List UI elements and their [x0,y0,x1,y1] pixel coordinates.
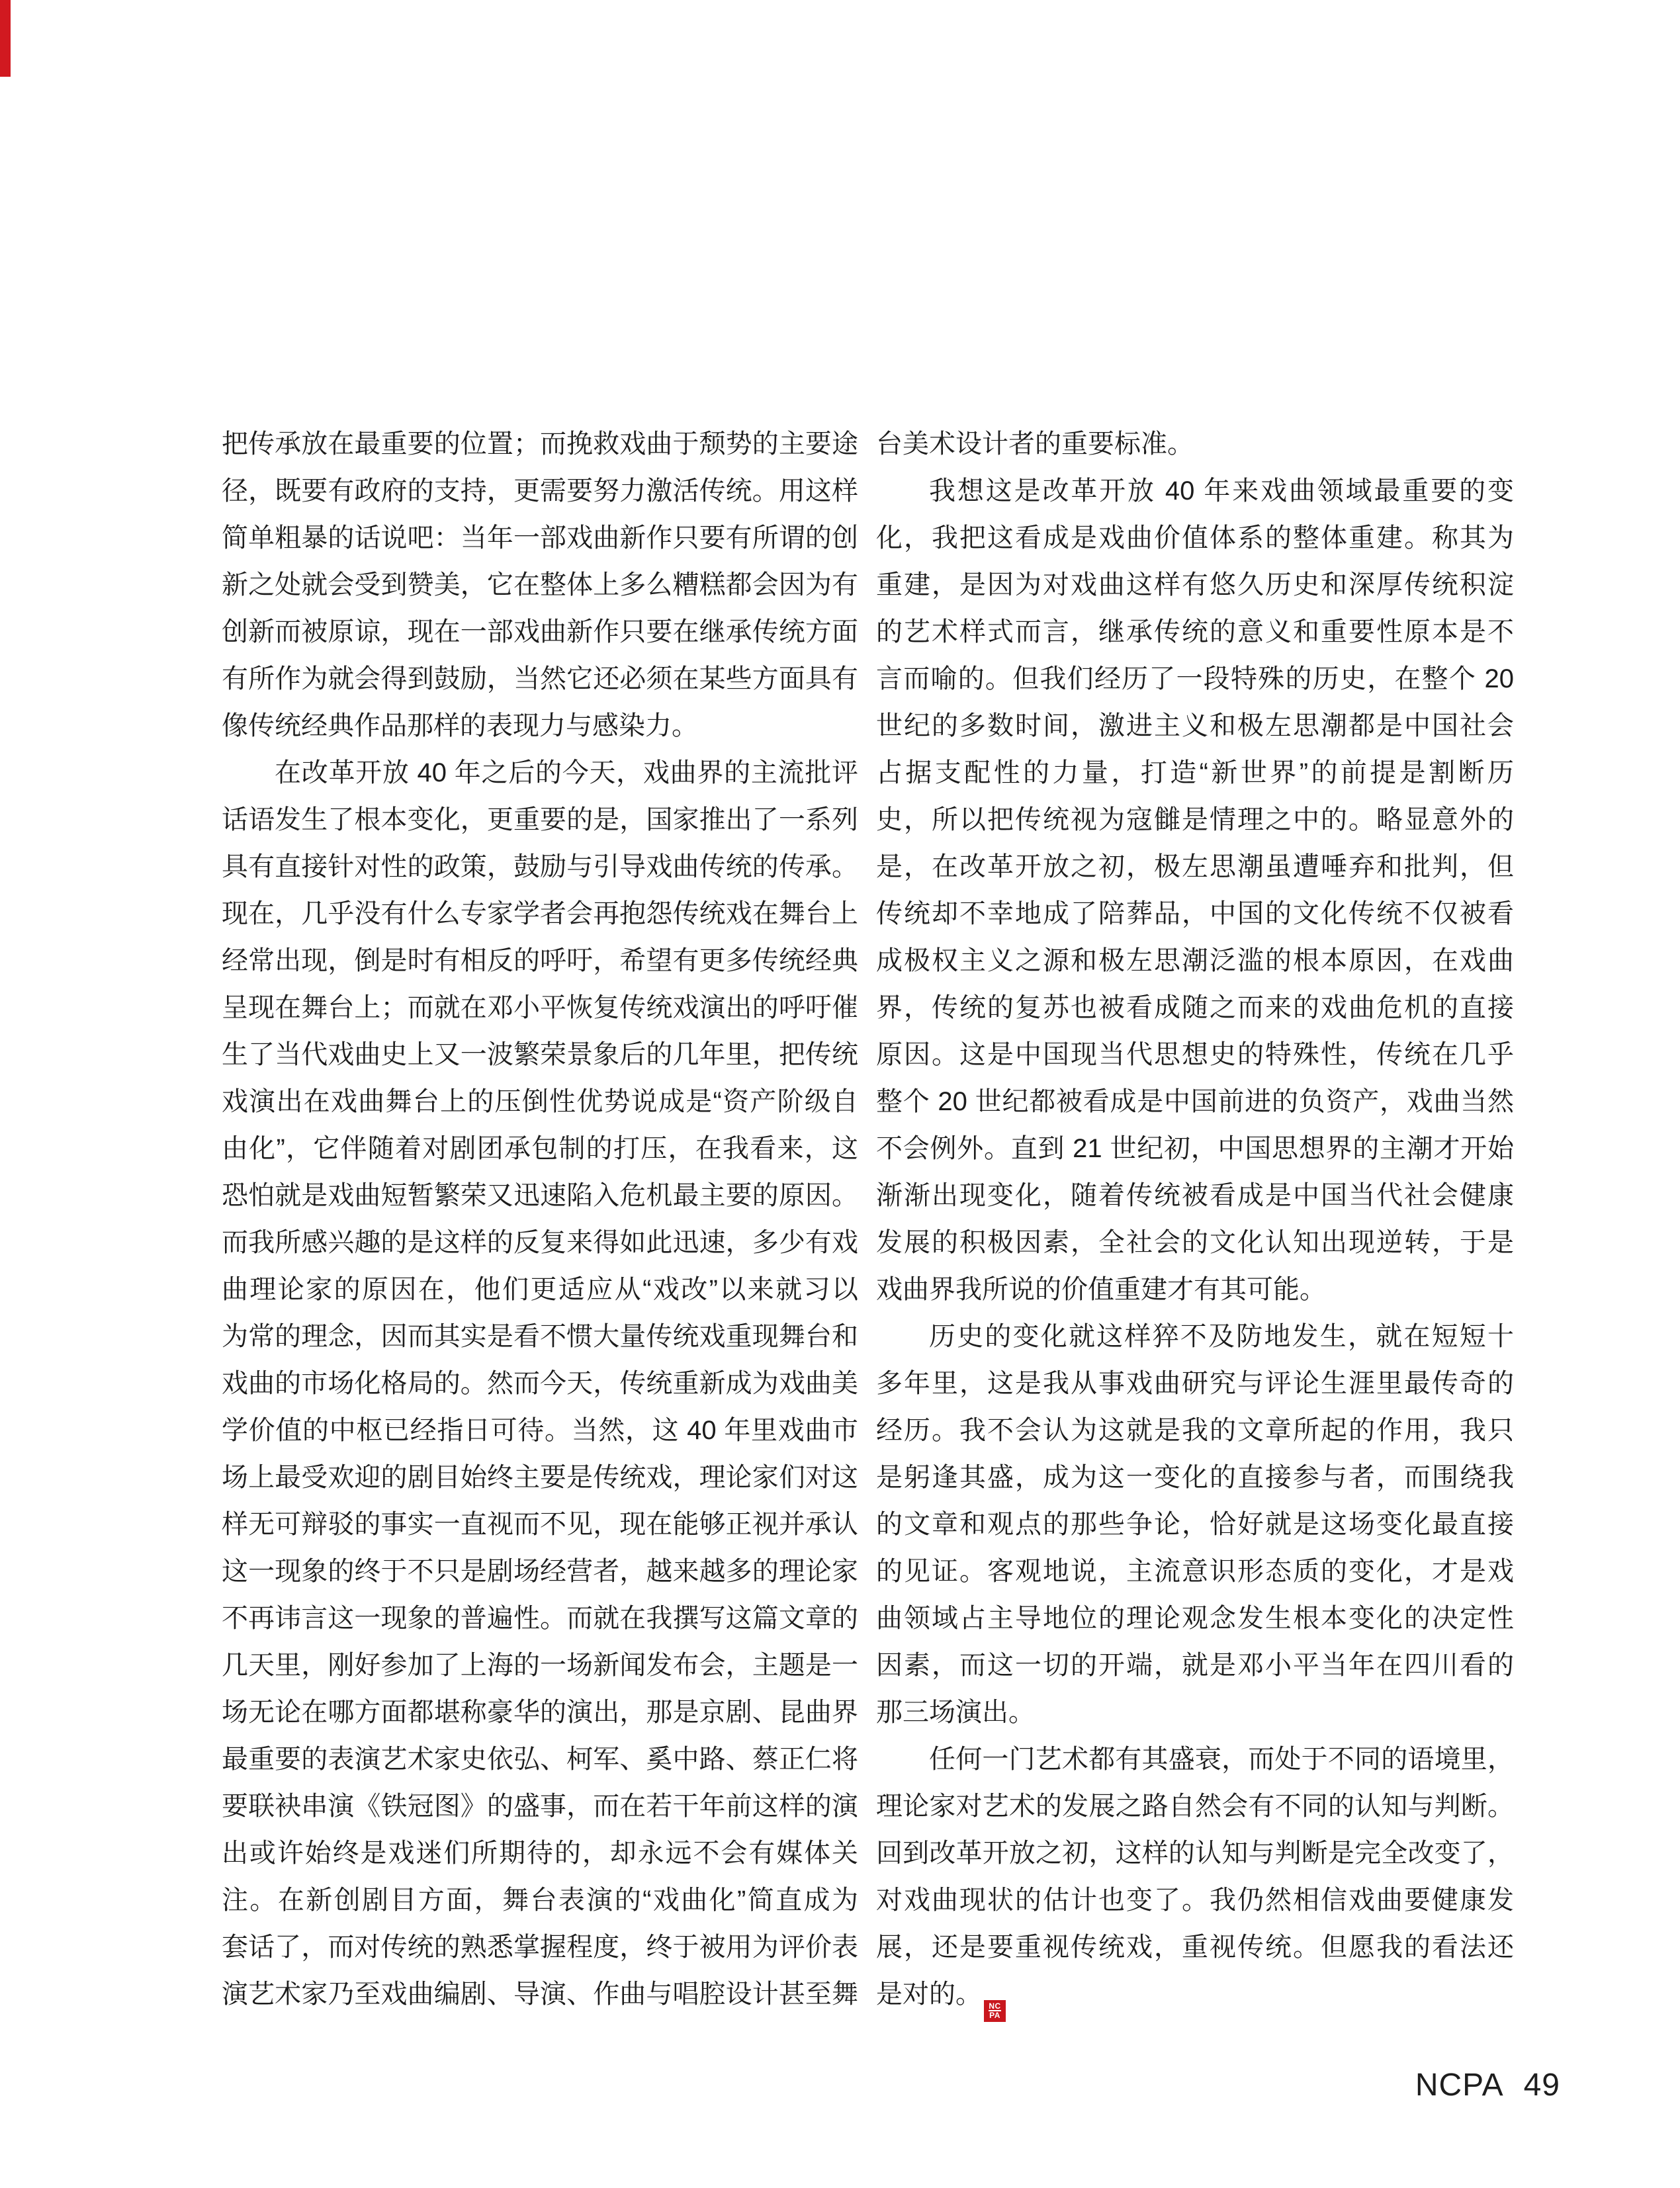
text-line: 创新而被原谅，现在一部戏曲新作只要在继承传统方面 [222,617,858,646]
text-line: 多年里，这是我从事戏曲研究与评论生涯里最传奇的 [876,1369,1514,1398]
text-line: 简单粗暴的话说吧：当年一部戏曲新作只要有所谓的创 [222,523,858,552]
text-line: 言而喻的。但我们经历了一段特殊的历史，在整个 20 [876,664,1514,693]
text-line: 戏曲的市场化格局的。然而今天，传统重新成为戏曲美 [222,1369,858,1398]
text-line: 渐渐出现变化，随着传统被看成是中国当代社会健康 [876,1181,1514,1210]
text-line: 我想这是改革开放 40 年来戏曲领域最重要的变 [929,476,1514,505]
text-line: 曲领域占主导地位的理论观念发生根本变化的决定性 [876,1604,1514,1633]
text-line: 原因。这是中国现当代思想史的特殊性，传统在几乎 [876,1040,1514,1069]
text-line: 理论家对艺术的发展之路自然会有不同的认知与判断。 [876,1792,1514,1821]
text-line: 化，我把这看成是戏曲价值体系的整体重建。称其为 [876,523,1514,552]
text-line: 不会例外。直到 21 世纪初，中国思想界的主潮才开始 [876,1134,1514,1163]
text-line: 有所作为就会得到鼓励，当然它还必须在某些方面具有 [222,664,858,693]
footer-page-number: 49 [1523,2068,1560,2103]
text-line: 曲理论家的原因在，他们更适应从“戏改”以来就习以 [222,1275,858,1304]
text-line: 现在，几乎没有什么专家学者会再抱怨传统戏在舞台上 [222,899,858,928]
footer-journal-label: NCPA [1415,2068,1504,2103]
text-line: 场上最受欢迎的剧目始终主要是传统戏，理论家们对这 [222,1463,858,1492]
text-line: 世纪的多数时间，激进主义和极左思潮都是中国社会 [876,711,1514,740]
text-line: 最重要的表演艺术家史依弘、柯军、奚中路、蔡正仁将 [222,1745,858,1774]
text-line: 界，传统的复苏也被看成随之而来的戏曲危机的直接 [876,993,1514,1022]
text-line: 成极权主义之源和极左思潮泛滥的根本原因，在戏曲 [876,946,1514,975]
text-line: 注。在新创剧目方面，舞台表演的“戏曲化”简直成为 [222,1886,858,1915]
text-line: 的艺术样式而言，继承传统的意义和重要性原本是不 [876,617,1514,646]
text-line: 历史的变化就这样猝不及防地发生，就在短短十 [929,1322,1514,1351]
seal-line-2: PA [989,2011,1000,2020]
text-line: 重建，是因为对戏曲这样有悠久历史和深厚传统积淀 [876,570,1514,599]
text-line: 经常出现，倒是时有相反的呼吁，希望有更多传统经典 [222,946,858,975]
text-line: 演艺术家乃至戏曲编剧、导演、作曲与唱腔设计甚至舞 [222,1980,858,2009]
corner-mark [0,0,11,77]
text-line: 出或许始终是戏迷们所期待的，却永远不会有媒体关 [222,1839,858,1868]
page-footer [1415,2068,1560,2103]
text-line: 而我所感兴趣的是这样的反复来得如此迅速，多少有戏 [222,1228,858,1257]
text-line: 整个 20 世纪都被看成是中国前进的负资产，戏曲当然 [876,1087,1514,1116]
seal-line-1: NC [989,2001,1001,2011]
text-line: 台美术设计者的重要标准。 [876,429,1194,459]
text-line: 不再讳言这一现象的普遍性。而就在我撰写这篇文章的 [222,1604,858,1633]
text-line: 要联袂串演《铁冠图》的盛事，而在若干年前这样的演 [222,1792,858,1821]
text-line: 经历。我不会认为这就是我的文章所起的作用，我只 [876,1416,1514,1445]
text-line: 是对的。 $\frac{NC}{PA}$ [876,1971,1514,2018]
text-line: 场无论在哪方面都堪称豪华的演出，那是京剧、昆曲界 [222,1698,858,1727]
text-line: 占据支配性的力量，打造“新世界”的前提是割断历 [876,758,1514,787]
text-line: 学价值的中枢已经指日可待。当然，这 40 年里戏曲市 [222,1416,858,1445]
text-line: 新之处就会受到赞美，它在整体上多么糟糕都会因为有 [222,570,858,599]
article-column-left [222,421,858,2018]
text-line: 对戏曲现状的估计也变了。我仍然相信戏曲要健康发 [876,1886,1514,1915]
text-line: 话语发生了根本变化，更重要的是，国家推出了一系列 [222,805,858,834]
ncpa-end-seal [984,2000,1006,2022]
text-line: 是，在改革开放之初，极左思潮虽遭唾弃和批判，但 [876,852,1514,881]
text-line: 生了当代戏曲史上又一波繁荣景象后的几年里，把传统 [222,1040,858,1069]
text-line: 像传统经典作品那样的表现力与感染力。 [222,711,698,740]
text-line: 径，既要有政府的支持，更需要努力激活传统。用这样 [222,476,858,505]
text-line: 在改革开放 40 年之后的今天，戏曲界的主流批评 [275,758,858,787]
text-line: 的文章和观点的那些争论，恰好就是这场变化最直接 [876,1510,1514,1539]
text-line: 展，还是要重视传统戏，重视传统。但愿我的看法还 [876,1933,1514,1962]
article-column-right [876,421,1514,2018]
text-line: 为常的理念，因而其实是看不惯大量传统戏重现舞台和 [222,1322,858,1351]
text-line: 戏演出在戏曲舞台上的压倒性优势说成是“资产阶级自 [222,1087,858,1116]
text-line: 戏曲界我所说的价值重建才有其可能。 [876,1275,1326,1304]
text-line: 套话了，而对传统的熟悉掌握程度，终于被用为评价表 [222,1933,858,1962]
text-line: 史，所以把传统视为寇雠是情理之中的。略显意外的 [876,805,1514,834]
text-line: 几天里，刚好参加了上海的一场新闻发布会，主题是一 [222,1651,858,1680]
text-line: 发展的积极因素，全社会的文化认知出现逆转，于是 [876,1228,1514,1257]
text-line: 是躬逢其盛，成为这一变化的直接参与者，而围绕我 [876,1463,1514,1492]
text-line: 恐怕就是戏曲短暂繁荣又迅速陷入危机最主要的原因。 [222,1181,858,1210]
text-line: 由化”，它伴随着对剧团承包制的打压，在我看来，这 [222,1134,858,1163]
text-line: 任何一门艺术都有其盛衰，而处于不同的语境里， [929,1745,1514,1774]
text-line: 的见证。客观地说，主流意识形态质的变化，才是戏 [876,1557,1514,1586]
text-line: 因素，而这一切的开端，就是邓小平当年在四川看的 [876,1651,1514,1680]
text-line: 传统却不幸地成了陪葬品，中国的文化传统不仅被看 [876,899,1514,928]
text-line: 具有直接针对性的政策，鼓励与引导戏曲传统的传承。 [222,852,858,881]
text-line: 回到改革开放之初，这样的认知与判断是完全改变了， [876,1839,1514,1868]
text-line: 这一现象的终于不只是剧场经营者，越来越多的理论家 [222,1557,858,1586]
text-line: 那三场演出。 [876,1698,1035,1727]
text-line: 样无可辩驳的事实一直视而不见，现在能够正视并承认 [222,1510,858,1539]
text-line: 把传承放在最重要的位置；而挽救戏曲于颓势的主要途 [222,429,858,459]
text-line: 呈现在舞台上；而就在邓小平恢复传统戏演出的呼吁催 [222,993,858,1022]
